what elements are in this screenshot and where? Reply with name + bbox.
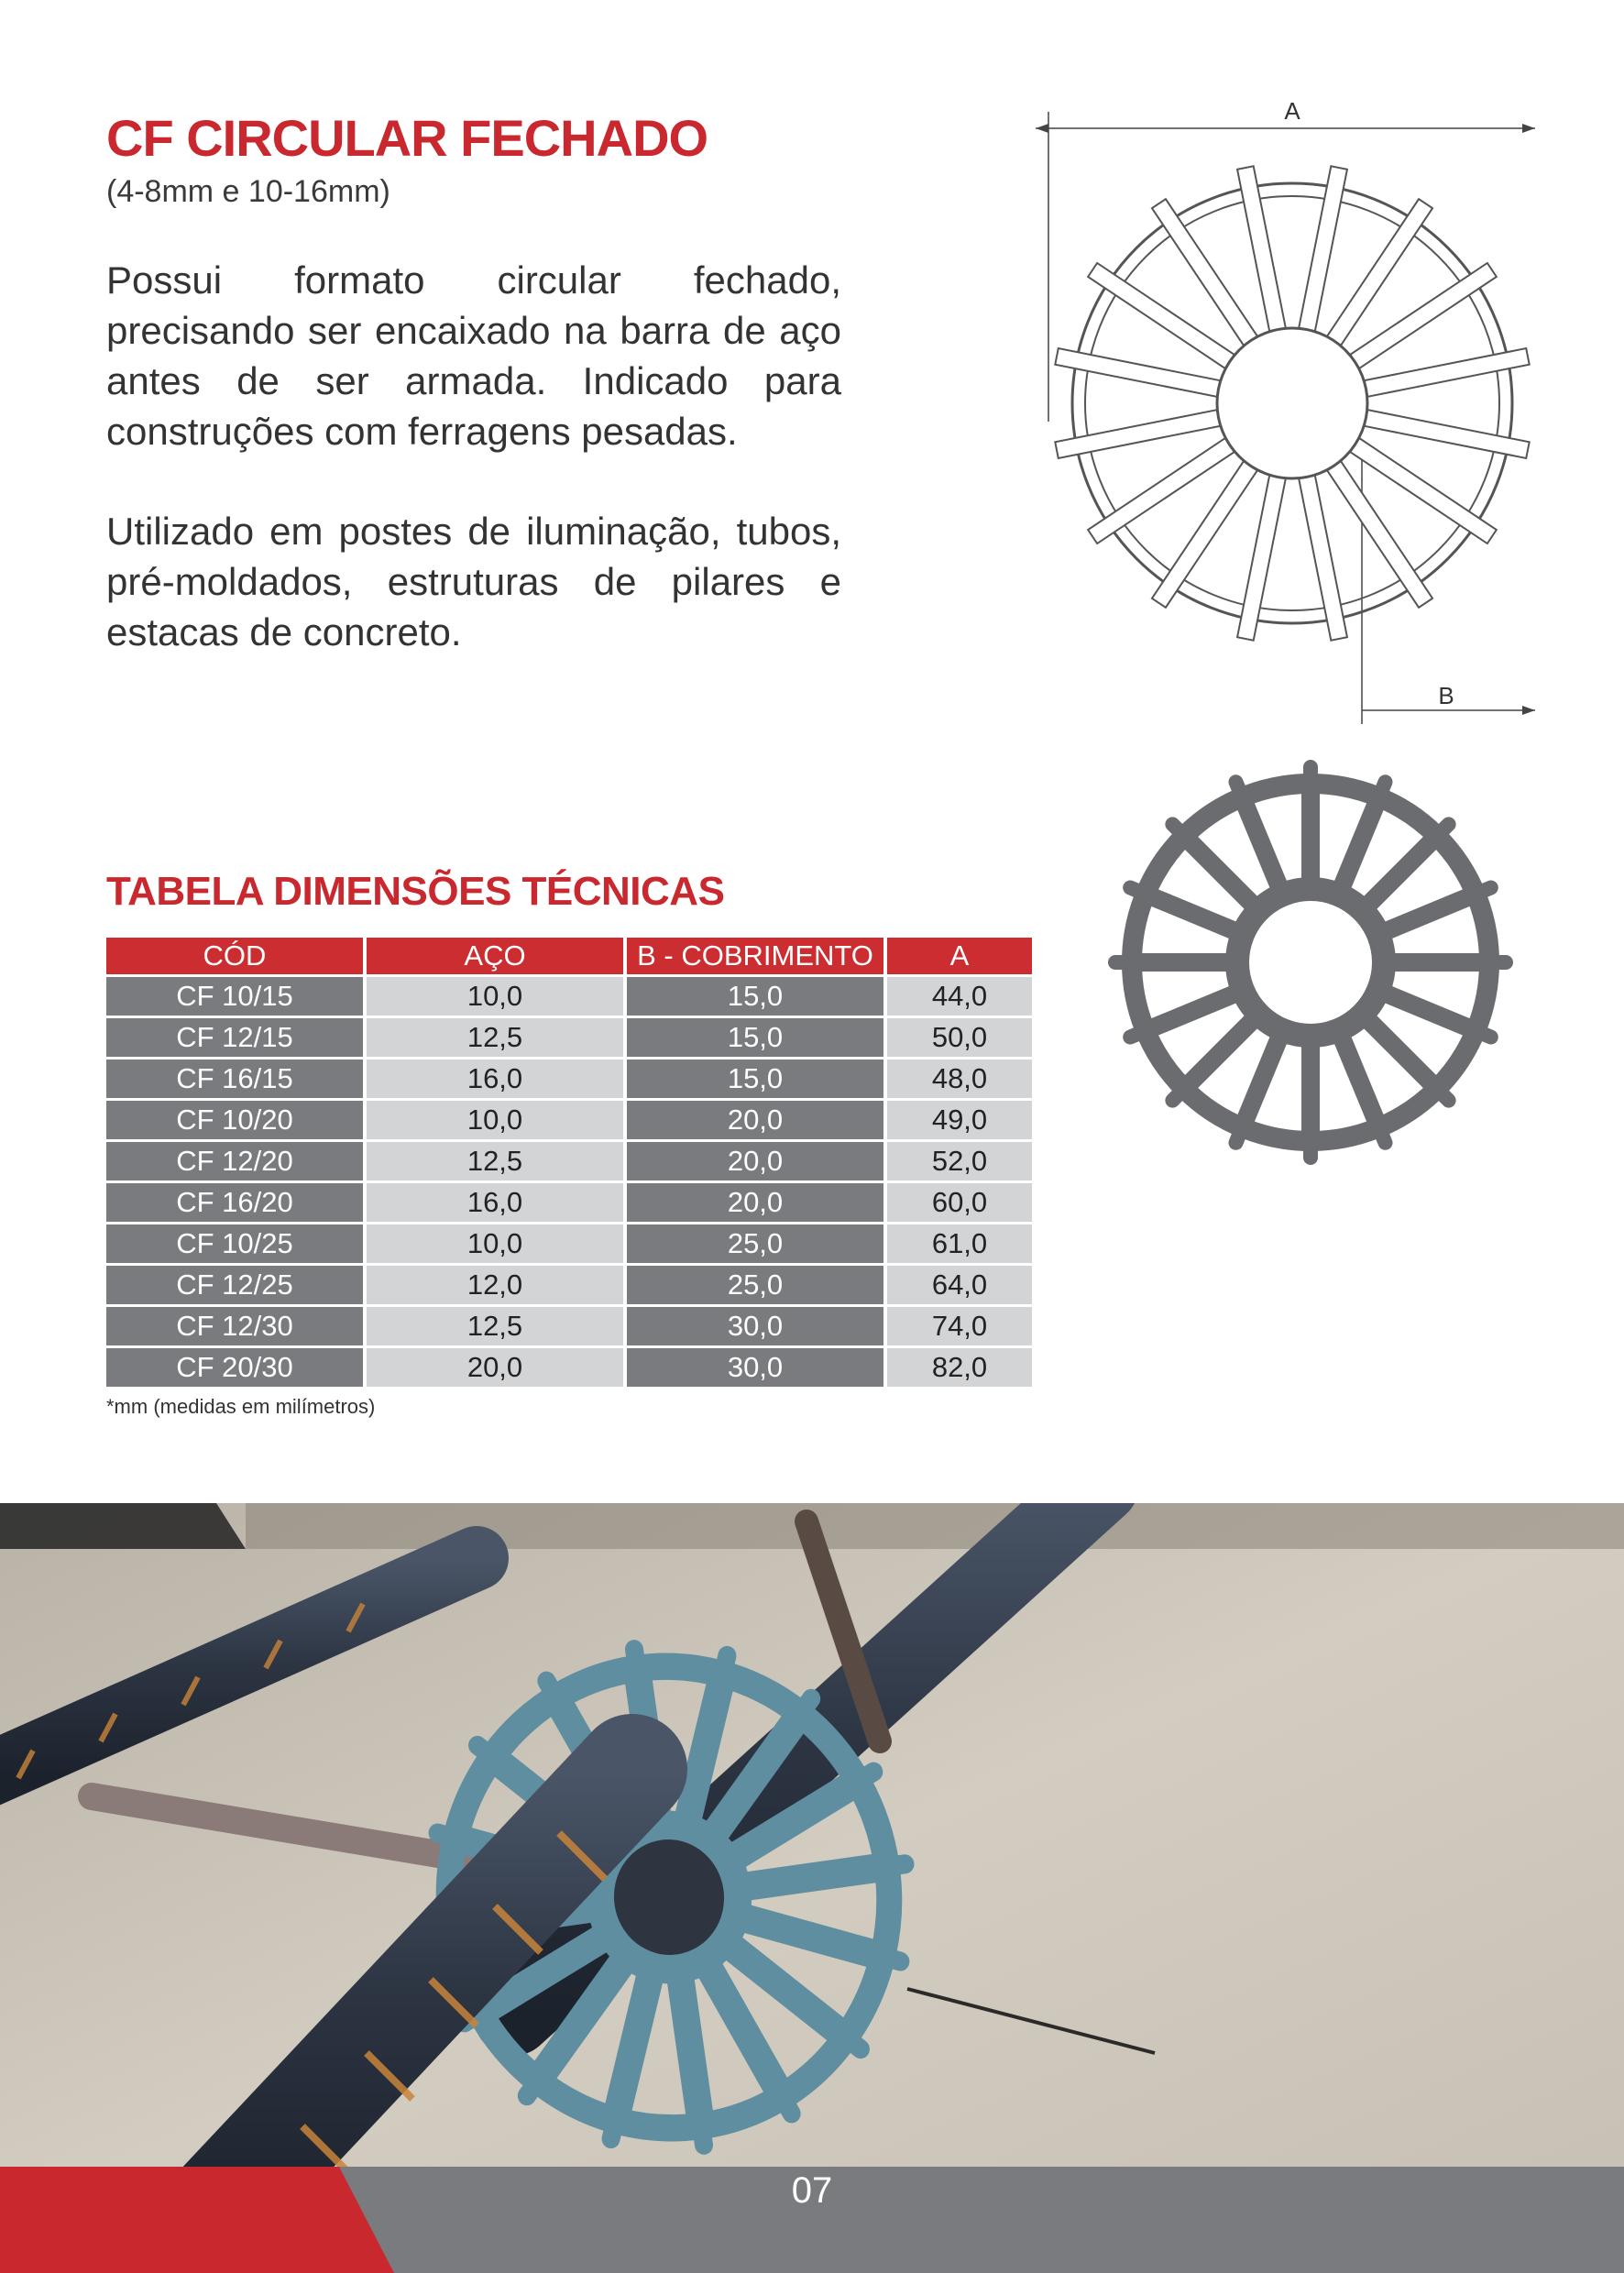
spoke — [1237, 166, 1286, 331]
spoke-tip — [546, 1680, 558, 1704]
cell-aco: 16,0 — [367, 1060, 623, 1098]
spoke — [1184, 836, 1258, 910]
table-row — [106, 1307, 1032, 1345]
cell-cod: CF 12/15 — [106, 1018, 363, 1057]
cell-cod: CF 10/25 — [106, 1224, 363, 1263]
spoke-tip — [634, 1650, 638, 1675]
cell-a: 61,0 — [887, 1224, 1032, 1263]
spoke — [1184, 1015, 1258, 1089]
cell-aco: 12,5 — [367, 1018, 623, 1057]
hub-ring — [1217, 328, 1367, 478]
table-row — [106, 1348, 1032, 1387]
spacer-render — [1115, 767, 1506, 1158]
spoke-tip — [1130, 887, 1150, 895]
cell-aco: 12,5 — [367, 1307, 623, 1345]
product-render — [1095, 747, 1526, 1178]
description-paragraph-1: Possui formato circular fechado, precisando ser encaixado na barra de aço antes de ser armada. Indicado para construções com ferragens pesadas. — [106, 258, 841, 453]
spoke-tip — [1235, 1123, 1244, 1143]
spoke — [1146, 894, 1243, 934]
spoke — [1363, 1015, 1437, 1089]
cell-cobrimento: 30,0 — [627, 1348, 883, 1387]
cell-cod: CF 12/20 — [106, 1142, 363, 1180]
cell-cobrimento: 20,0 — [627, 1183, 883, 1222]
cell-a: 49,0 — [887, 1101, 1032, 1139]
spoke — [1339, 797, 1379, 895]
cell-a: 44,0 — [887, 977, 1032, 1016]
spoke-tip — [852, 1772, 875, 1784]
spoke — [1242, 1030, 1282, 1127]
spoke-tip — [882, 1864, 905, 1868]
wheel-outline-drawing — [1055, 166, 1529, 640]
description-paragraph-2: Utilizado em postes de iluminação, tubos, pré-moldados, estruturas de pilares e estacas de concreto. — [106, 510, 841, 653]
cell-a: 74,0 — [887, 1307, 1032, 1345]
cell-cod: CF 16/20 — [106, 1183, 363, 1222]
page-title: CF CIRCULAR FECHADO — [106, 109, 708, 167]
column-header-aco: AÇO — [367, 938, 623, 974]
cell-cobrimento: 20,0 — [627, 1142, 883, 1180]
cell-cobrimento: 15,0 — [627, 1060, 883, 1098]
spoke-tip — [1377, 782, 1385, 802]
table-row — [106, 1101, 1032, 1139]
spoke — [1055, 410, 1220, 458]
dimension-a-label: A — [1284, 97, 1300, 125]
spoke-tip — [1471, 1028, 1491, 1037]
table-row — [106, 1266, 1032, 1304]
table-row — [106, 977, 1032, 1016]
table-row — [106, 1183, 1032, 1222]
dimension-b — [1362, 440, 1535, 724]
table-row — [106, 1018, 1032, 1057]
cell-cod: CF 12/30 — [106, 1307, 363, 1345]
spoke — [1299, 476, 1347, 641]
cell-aco: 10,0 — [367, 1224, 623, 1263]
cell-aco: 16,0 — [367, 1183, 623, 1222]
spoke — [1146, 991, 1243, 1031]
cell-cod: CF 12/25 — [106, 1266, 363, 1304]
spoke — [1055, 348, 1220, 397]
cell-cobrimento: 20,0 — [627, 1101, 883, 1139]
cell-cobrimento: 15,0 — [627, 1018, 883, 1057]
spoke — [1339, 1030, 1379, 1127]
column-header-a: A — [887, 938, 1032, 974]
cell-cobrimento: 15,0 — [627, 977, 883, 1016]
cell-aco: 12,5 — [367, 1142, 623, 1180]
column-header-cod: CÓD — [106, 938, 363, 974]
dimensions-table — [103, 935, 1036, 1389]
technical-drawing — [1036, 92, 1622, 733]
cell-cod: CF 10/20 — [106, 1101, 363, 1139]
cell-a: 82,0 — [887, 1348, 1032, 1387]
spoke — [1237, 476, 1286, 641]
spoke — [1365, 348, 1530, 397]
cell-cobrimento: 25,0 — [627, 1224, 883, 1263]
column-header-cobrimento: B - COBRIMENTO — [627, 938, 883, 974]
cell-a: 50,0 — [887, 1018, 1032, 1057]
spoke-tip — [1471, 887, 1491, 895]
spoke-tip — [877, 1952, 900, 1965]
spoke-tip — [1377, 1123, 1385, 1143]
page-number: 07 — [791, 2170, 833, 2211]
dimension-b-label: B — [1438, 682, 1454, 709]
cell-cobrimento: 25,0 — [627, 1266, 883, 1304]
spoke-tip — [719, 1655, 730, 1679]
spoke — [1378, 894, 1476, 934]
spoke — [1363, 836, 1437, 910]
spoke-tip — [779, 2091, 791, 2114]
cell-aco: 10,0 — [367, 977, 623, 1016]
spoke — [1299, 166, 1347, 331]
spoke — [1242, 797, 1282, 895]
units-note: *mm (medidas em milímetros) — [106, 1395, 376, 1418]
cell-aco: 12,0 — [367, 1266, 623, 1304]
cell-a: 52,0 — [887, 1142, 1032, 1180]
cell-cobrimento: 30,0 — [627, 1307, 883, 1345]
cell-a: 60,0 — [887, 1183, 1032, 1222]
cell-cod: CF 20/30 — [106, 1348, 363, 1387]
spoke-tip — [1130, 1028, 1150, 1037]
cell-aco: 10,0 — [367, 1101, 623, 1139]
spoke-tip — [438, 1830, 461, 1843]
spoke — [1365, 410, 1530, 458]
cell-cod: CF 10/15 — [106, 977, 363, 1016]
table-title: TABELA DIMENSÕES TÉCNICAS — [106, 869, 725, 914]
cell-a: 64,0 — [887, 1266, 1032, 1304]
spoke-tip — [608, 2114, 620, 2138]
table-row — [106, 1142, 1032, 1180]
table-row — [106, 1224, 1032, 1263]
spoke-tip — [700, 2120, 704, 2145]
table-header-row — [106, 938, 1032, 974]
cell-aco: 20,0 — [367, 1348, 623, 1387]
spoke — [1378, 991, 1476, 1031]
product-photo — [0, 1503, 1624, 2218]
spoke-tip — [1235, 782, 1244, 802]
cell-a: 48,0 — [887, 1060, 1032, 1098]
cell-cod: CF 16/15 — [106, 1060, 363, 1098]
hub-ring — [1237, 889, 1384, 1036]
page-subtitle: (4-8mm e 10-16mm) — [106, 174, 390, 209]
table-row — [106, 1060, 1032, 1098]
